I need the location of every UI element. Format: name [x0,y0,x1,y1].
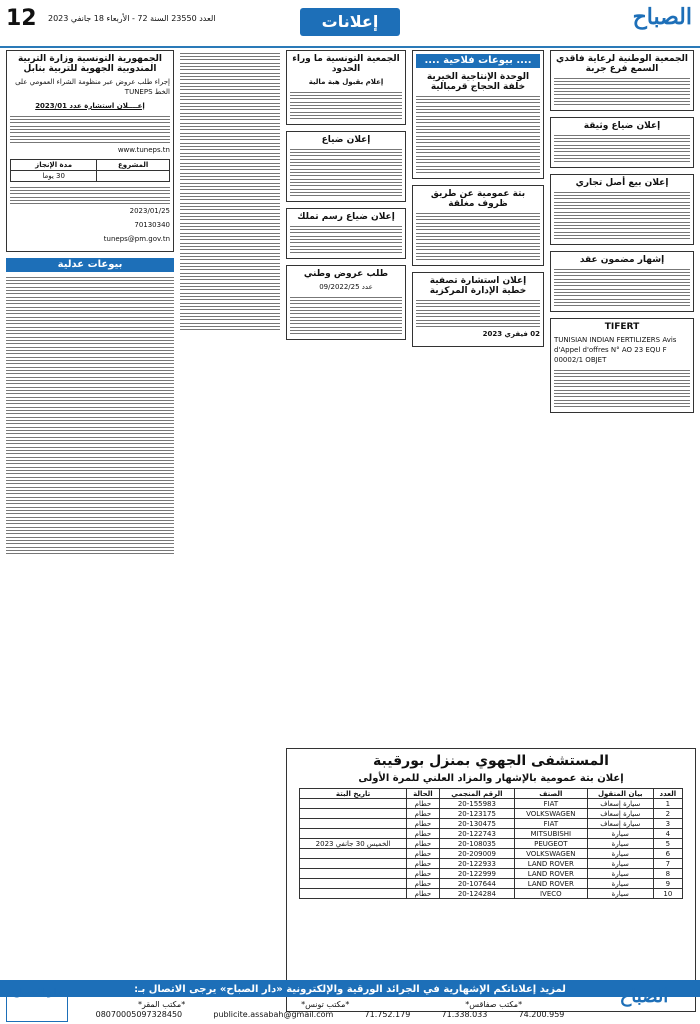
ad-deaf-association [550,50,694,111]
column-4 [412,50,544,740]
table-cell [300,829,407,839]
table-header: تاريخ البتة [300,789,407,799]
ad-reference: عدد 09/2022/25 [319,283,373,291]
table-header: بيان المنقول [587,789,653,799]
ad-date: 02 فيفري 2023 [482,330,540,338]
ad-title: الجمعية التونسية ما وراء الحدود [292,54,400,74]
footer-phone: 71.752.179 [364,1010,411,1019]
table-cell [300,849,407,859]
ad-title: إعلان ضياع رسم تملك [297,212,395,222]
table-row [300,849,683,859]
table-cell: سيارة [587,879,653,889]
ad-tender-education [6,50,174,252]
table-cell: حطام [406,819,439,829]
ad-farm-sales [412,50,544,179]
table-cell: حطام [406,879,439,889]
footer-phone: 74.200.959 [518,1010,565,1019]
table-row [300,829,683,839]
hospital-auction-ad [286,748,696,1012]
ad-title: طلب عروض وطني [303,269,389,279]
table-row [300,839,683,849]
table-cell: سيارة [587,869,653,879]
ad-email: tuneps@pm.gov.tn [103,235,170,243]
footer-office: *مكتب تونس* [301,1000,350,1009]
ad-table: المشروع مدة الإنجاز 30 يوما [10,159,170,182]
table-row [300,889,683,899]
table-cell [300,819,407,829]
ad-title: إعلان استشارة تصفية خطية الإدارة المركزية [429,276,527,296]
ad-donation [286,50,406,125]
table-cell: 1 [653,799,682,809]
ad-sealed-offer [412,185,544,266]
table-cell: حطام [406,799,439,809]
table-cell: حطام [406,849,439,859]
column-3 [286,50,406,740]
table-cell: 20-124284 [439,889,514,899]
table-row [300,869,683,879]
table-row [300,799,683,809]
table-header: الحالة [406,789,439,799]
table-cell: 20-122743 [439,829,514,839]
table-cell: 20-209009 [439,849,514,859]
ad-lost [286,131,406,202]
ad-subtitle: إجراء طلب عروض عبر منظومة الشراء العمومي على الخط TUNEPS [15,78,170,96]
ad-lost-document [550,117,694,168]
table-cell: 2 [653,809,682,819]
table-cell: سيارة إسعاف [587,799,653,809]
table-cell: سيارة [587,889,653,899]
table-cell: 20-122933 [439,859,514,869]
ad-subtitle: TUNISIAN INDIAN FERTILIZERS Avis d'Appel d'offres N° AO 23 EQU F 00002/1 OBJET [554,336,677,364]
table-header: الرقم المنجمي [439,789,514,799]
table-cell: الخميس 30 جانفي 2023 [300,839,407,849]
section-title: إعلانات [300,8,400,36]
table-cell: VOLKSWAGEN [514,849,587,859]
table-cell: سيارة [587,859,653,869]
newspaper-logo: الصباح [632,4,692,30]
ad-subtitle: الوحدة الإنتاجية الخيرية خلفة الحجاج قرمبالية [426,72,530,92]
table-header: الصنف [514,789,587,799]
table-cell [300,889,407,899]
table-cell: 10 [653,889,682,899]
footer-left-logo: دار الصباح [6,986,68,1022]
table-cell: FIAT [514,819,587,829]
table-cell: سيارة [587,829,653,839]
table-cell: حطام [406,809,439,819]
table-cell: 4 [653,829,682,839]
table-cell: 3 [653,819,682,829]
ad-lost-deed [286,208,406,259]
ad-title: الجمعية الوطنية لرعاية فاقدي السمع فرع جربة [556,54,688,74]
table-cell: 6 [653,849,682,859]
table-header: العدد [653,789,682,799]
table-cell: 20-123175 [439,809,514,819]
table-cell: سيارة إسعاف [587,809,653,819]
table-cell: IVECO [514,889,587,899]
footer-bar: لمزيد إعلاناتكم الإشهارية في الجرائد الورقية والإلكترونية «دار الصباح» يرجى الاتصال بـ: [0,982,700,997]
table-cell: 8 [653,869,682,879]
auction-table [299,788,683,899]
table-cell: 5 [653,839,682,849]
table-cell: 20-155983 [439,799,514,809]
table-cell: حطام [406,869,439,879]
table-cell: حطام [406,839,439,849]
ad-title: .... بيوعات فلاحية .... [416,54,540,68]
ad-phone: 70130340 [134,221,170,229]
column-1 [6,50,174,974]
table-row [300,859,683,869]
footer-office: *مكتب صفاقس* [465,1000,523,1009]
table-cell: 20-130475 [439,819,514,829]
table-cell [300,869,407,879]
table-cell: سيارة [587,839,653,849]
judicial-sales-bar: بيوعات عدلية [6,258,174,272]
ad-title: إعلان بيع أصل تجاري [575,178,669,188]
page-header [0,0,700,48]
ad-title: الجمهورية التونسية وزارة التربية المندوبية الجهوية للتربية بنابل [17,54,163,74]
ad-title: المستشفى الجهوي بمنزل بورقيبة [373,753,609,769]
table-cell: MITSUBISHI [514,829,587,839]
table-cell: سيارة إسعاف [587,819,653,829]
table-cell: 7 [653,859,682,869]
ad-deadline: 2023/01/25 [129,207,170,215]
ad-title: إشهار مضمون عقد [579,255,665,265]
ad-title: بتة عمومية عن طريق ظروف مغلقة [430,189,526,209]
table-cell: حطام [406,829,439,839]
footer-phone: 71.338.033 [441,1010,488,1019]
table-cell: LAND ROVER [514,869,587,879]
table-cell: 20-108035 [439,839,514,849]
footer-rib: 08070005097328450 [95,1010,183,1019]
table-cell [300,809,407,819]
table-row [300,809,683,819]
footer-right-logo: الصباح [619,986,669,1007]
issue-line: العدد 23550 السنة 72 - الأربعاء 18 جانفي 2023 [48,14,216,23]
ad-title: TIFERT [604,322,640,332]
table-cell: حطام [406,859,439,869]
page-footer [0,980,700,1024]
table-cell [300,879,407,889]
ad-tifert [550,318,694,413]
ad-consultation [412,272,544,347]
ad-subtitle: إعلام بقبول هبة مالية [308,78,384,86]
ad-site: www.tuneps.tn [117,146,170,154]
table-cell [300,799,407,809]
table-cell: سيارة [587,849,653,859]
footer-email: publicite.assabah@gmail.com [213,1010,334,1019]
ad-business-sale [550,174,694,245]
ad-title: إعلان ضياع وثيقة [583,121,661,131]
table-cell: FIAT [514,799,587,809]
table-cell: حطام [406,889,439,899]
column-2 [180,50,280,974]
ad-national-tender [286,265,406,340]
ad-contract-notice [550,251,694,312]
ad-subtitle: إعلان بتة عمومية بالإشهار والمزاد العلني للمرة الأولى [358,773,624,784]
table-cell: VOLKSWAGEN [514,809,587,819]
table-cell: 20-107644 [439,879,514,889]
table-row [300,819,683,829]
footer-office: *مكتب المقر* [137,1000,186,1009]
table-cell: 9 [653,879,682,889]
ad-reference: إعــــلان استشارة عدد 2023/01 [35,102,145,110]
page-number: 12 [6,6,37,31]
table-row [300,879,683,889]
ad-title: إعلان ضياع [321,135,371,145]
table-cell: LAND ROVER [514,859,587,869]
table-cell: PEUGEOT [514,839,587,849]
table-cell: 20-122999 [439,869,514,879]
table-cell: LAND ROVER [514,879,587,889]
table-cell [300,859,407,869]
